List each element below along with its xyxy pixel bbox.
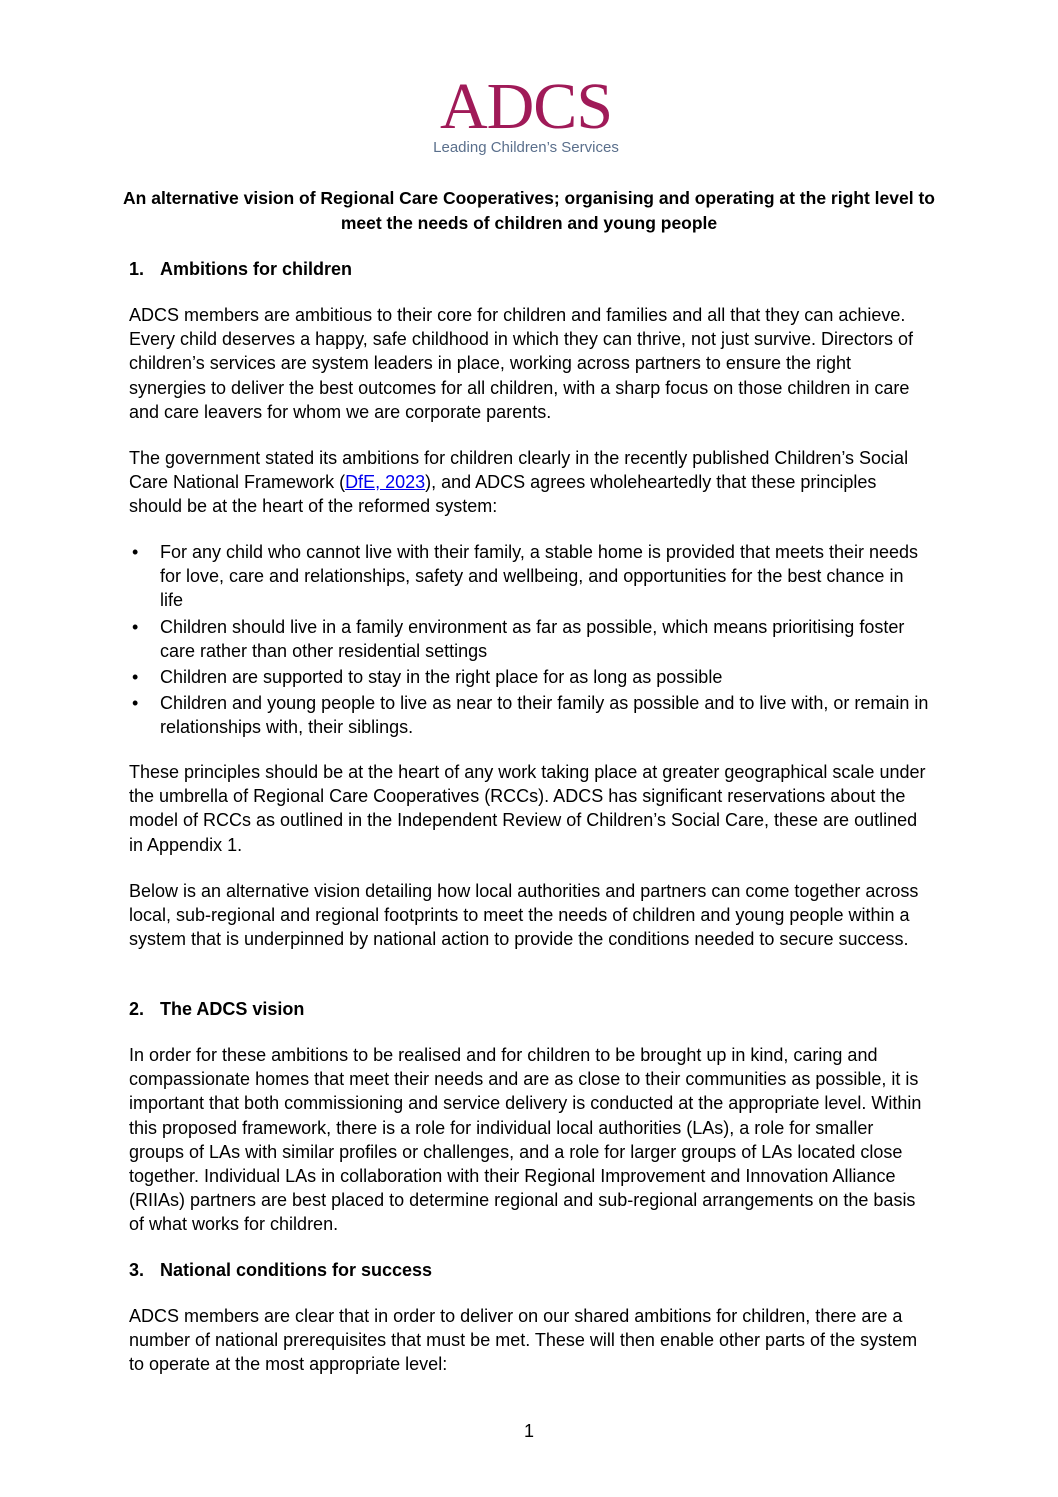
- paragraph: ADCS members are ambitious to their core for children and families and all that they can achieve. Every child deserves a happy, safe childhood in which they can thrive, not just survive. Directors of children’s services are system leaders in place, working across partners to ensure the right synergies to deliver the best outcomes for all children, with a sharp focus on those children in care and care leavers for whom we are corporate parents.: [129, 305, 914, 422]
- list-item: [129, 540, 929, 613]
- principles-list: [129, 540, 929, 742]
- adcs-logo: [428, 70, 624, 156]
- section-title: Ambitions for children: [160, 259, 353, 279]
- dfe-2023-link[interactable]: DfE, 2023: [345, 472, 426, 493]
- section-heading-adcs-vision: [129, 997, 304, 1021]
- list-item-text: For any child who cannot live with their family, a stable home is provided that meets their needs for love, care and relationships, safety and wellbeing, and opportunities for the best chance in life: [160, 542, 919, 611]
- paragraph: ADCS members are clear that in order to deliver on our shared ambitions for children, there are a number of national prerequisites that must be met. These will then enable other parts of the system to operate at the most appropriate level:: [129, 1306, 918, 1375]
- paragraph: These principles should be at the heart of any work taking place at greater geographical scale under the umbrella of Regional Care Cooperatives (RCCs). ADCS has significant reservations about the model of RCCs as outlined in the Independent Review of Children’s Social Care, these are outlined in Appendix 1.: [129, 762, 926, 855]
- list-item-text: Children should live in a family environment as far as possible, which means prioritising foster care rather than other residential settings: [160, 616, 905, 661]
- paragraph: [129, 446, 929, 519]
- paragraph: In order for these ambitions to be realised and for children to be brought up in kind, caring and compassionate homes that meet their needs and are as close to their communities as possible, it is important that both commissioning and service delivery is conducted at the appropriate level. Within this proposed framework, there is a role for individual local authorities (LAs), a role for smaller groups of LAs with similar profiles or challenges, and a role for larger groups of LAs located close together. Individual LAs in collaboration with their Regional Improvement and Innovation Alliance (RIIAs) partners are best placed to determine regional and sub-regional arrangements on the basis of what works for children.: [129, 1045, 922, 1235]
- list-item-text: Children are supported to stay in the right place for as long as possible: [160, 667, 723, 688]
- list-item: [129, 615, 929, 663]
- section-heading-ambitions: [129, 257, 352, 281]
- paragraph-text: ), and ADCS agrees wholeheartedly that these principles should be at the heart of the reformed system:: [129, 472, 877, 517]
- page-number: 1: [523, 1421, 534, 1441]
- section-number: 2.: [129, 999, 145, 1019]
- bullet-icon: •: [132, 693, 139, 714]
- logo-tagline: Leading Children’s Services: [433, 139, 619, 156]
- section-number: 3.: [129, 1260, 145, 1280]
- logo-wordmark: ADCS: [439, 70, 613, 143]
- paragraph-text: The government stated its ambitions for children clearly in the recently published Children’s Social Care National Framework (: [129, 448, 909, 493]
- list-item-text: Children and young people to live as near to their family as possible and to live with, or remain in relationships with, their siblings.: [160, 693, 929, 738]
- section-number: 1.: [129, 259, 145, 279]
- document-title: An alternative vision of Regional Care Cooperatives; organising and operating at the right level to meet the needs of children and young people: [123, 188, 935, 233]
- bullet-icon: •: [132, 616, 139, 637]
- paragraph: Below is an alternative vision detailing how local authorities and partners can come together across local, sub-regional and regional footprints to meet the needs of children and young people within a system that is underpinned by national action to provide the conditions needed to secure success.: [129, 881, 919, 950]
- section-heading-national-conditions: [129, 1258, 432, 1282]
- section-title: National conditions for success: [160, 1260, 433, 1280]
- list-item: [129, 691, 929, 739]
- list-item: [129, 665, 929, 689]
- bullet-icon: •: [132, 667, 139, 688]
- section-title: The ADCS vision: [160, 999, 305, 1019]
- bullet-icon: •: [132, 542, 139, 562]
